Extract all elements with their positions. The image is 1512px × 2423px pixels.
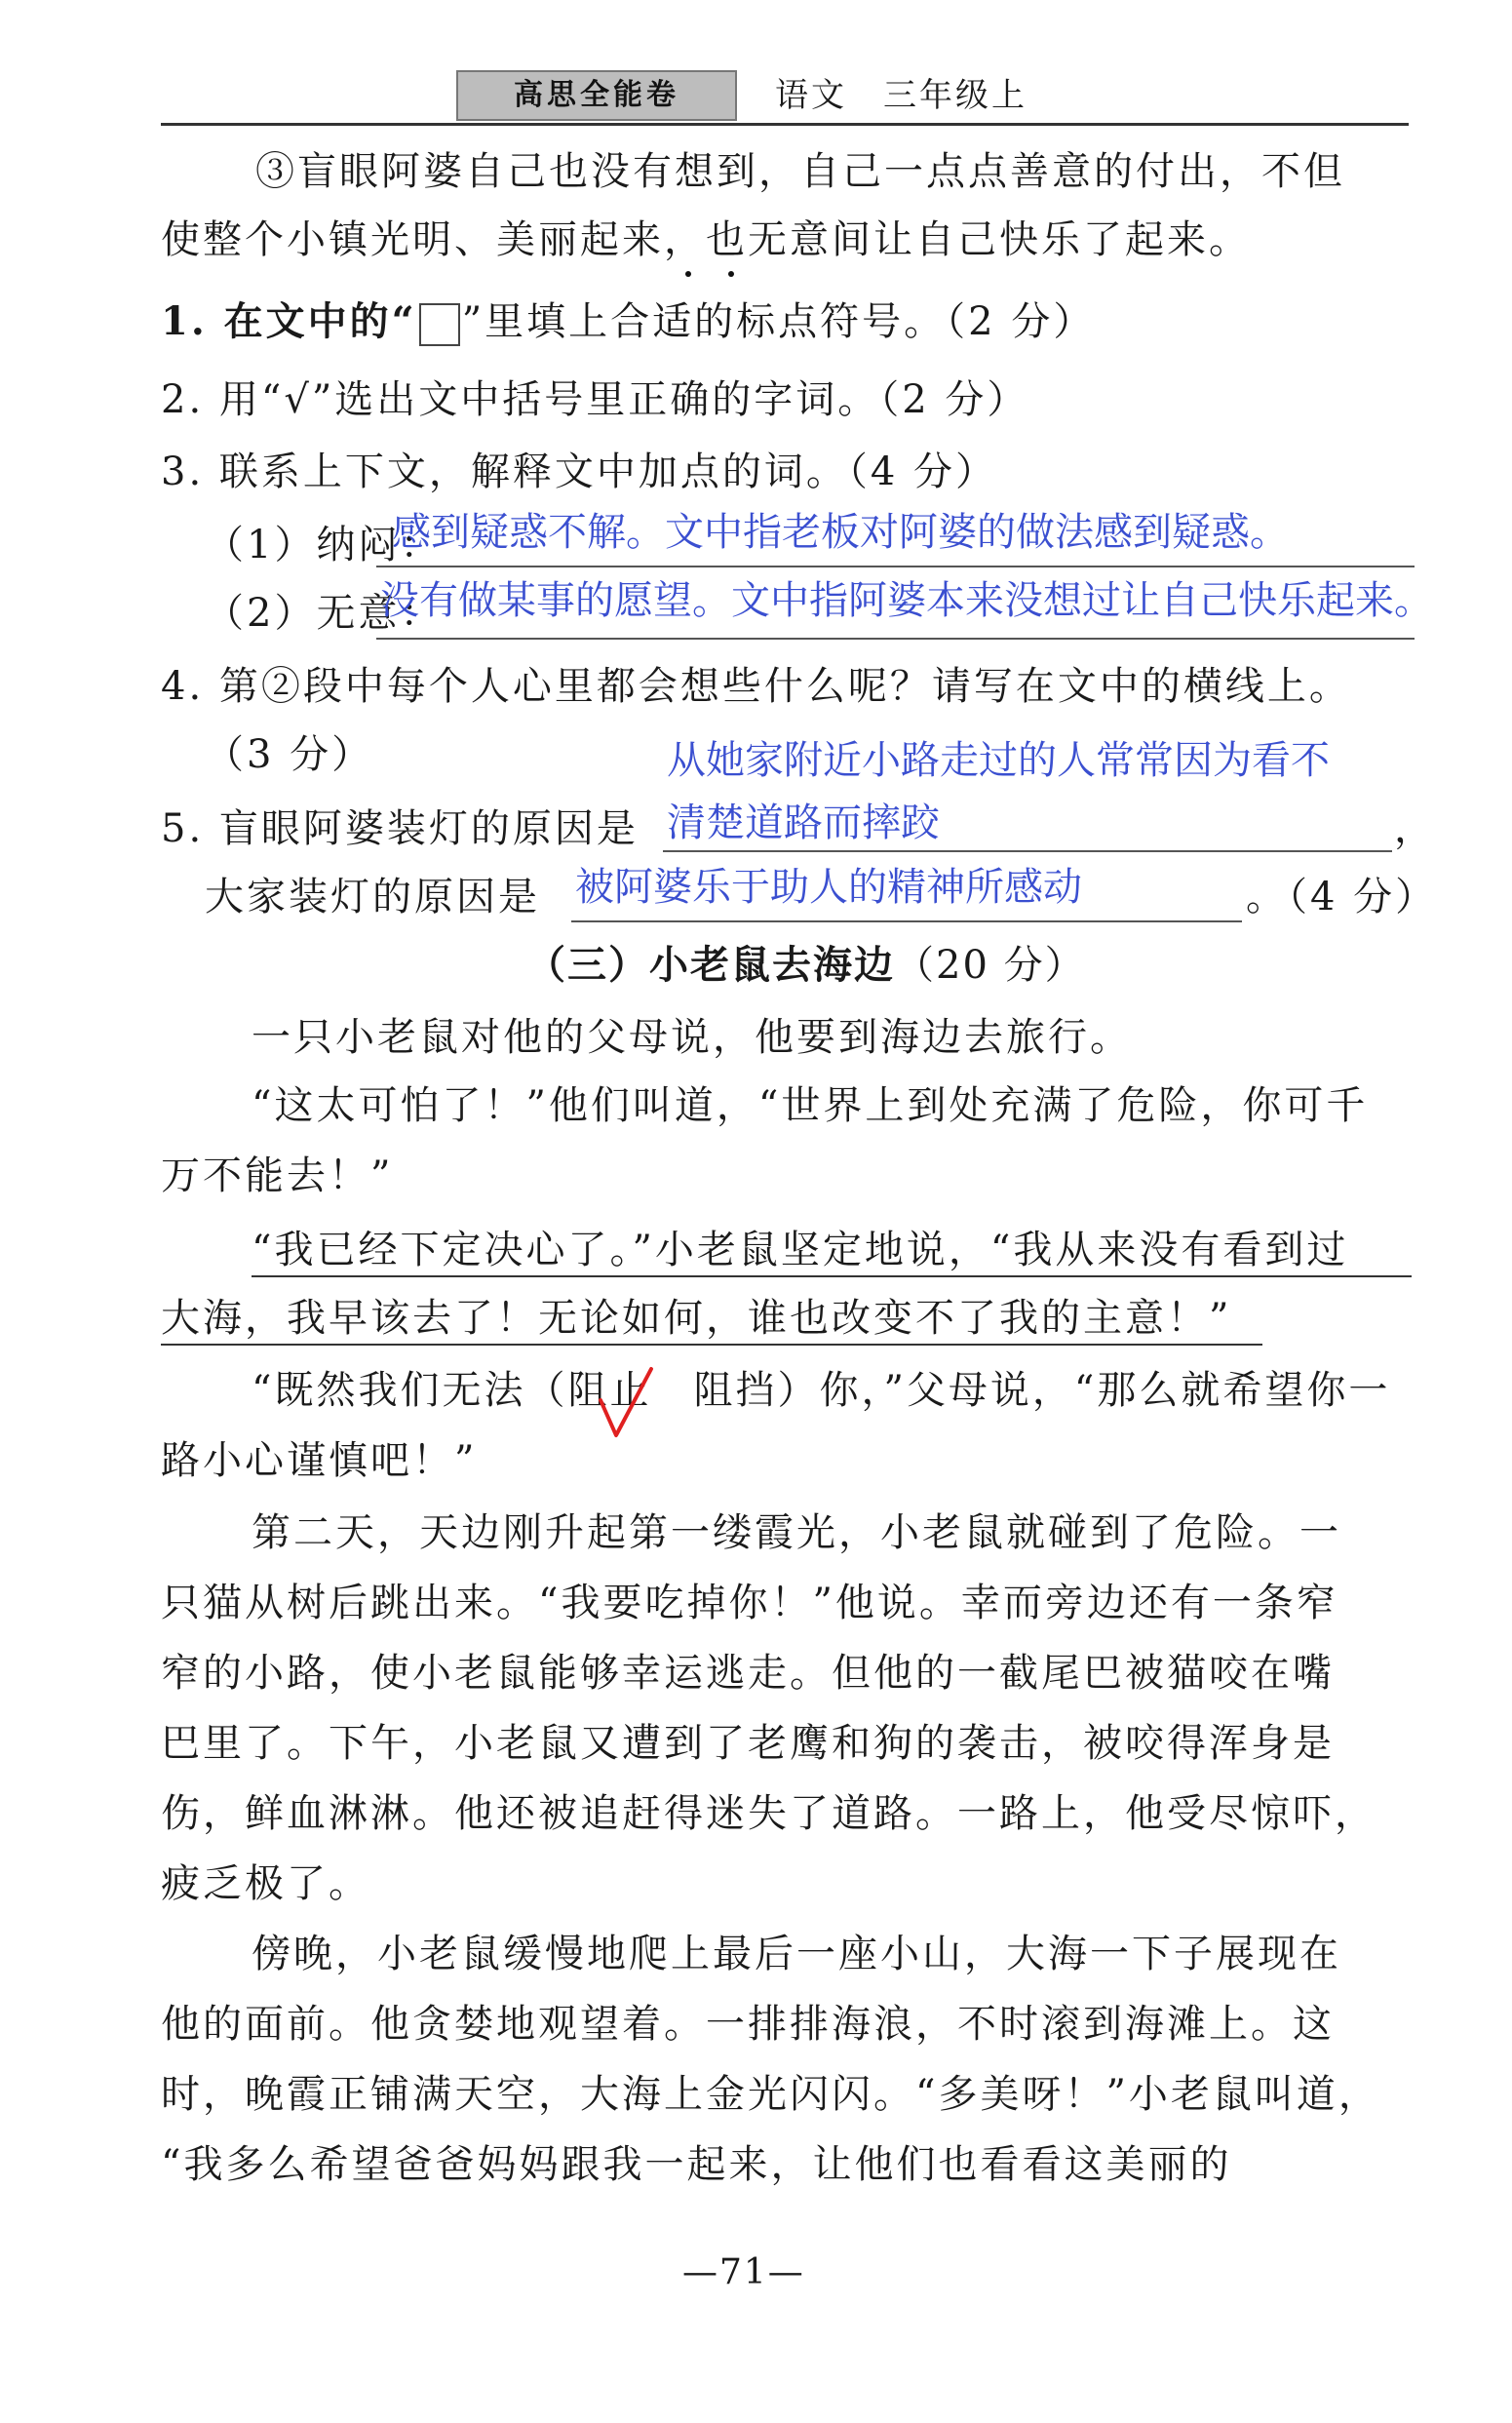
story-line: 第二天，天边刚升起第一缕霞光，小老鼠就碰到了危险。一 — [252, 1510, 1341, 1555]
story-line: 时，晚霞正铺满天空，大海上金光闪闪。“多美呀！”小老鼠叫道， — [161, 2072, 1380, 2117]
story-line: 疲乏极了。 — [161, 1861, 370, 1906]
passage-line: ③盲眼阿婆自己也没有想到，自己一点点善意的付出，不但 — [255, 149, 1345, 194]
story-line: 伤，鲜血淋淋。他还被追赶得迷失了道路。一路上，他受尽惊吓， — [161, 1791, 1376, 1836]
underline-mark — [252, 1275, 1412, 1277]
check-mark-icon — [597, 1365, 655, 1443]
question-5-part1: 5. 盲眼阿婆装灯的原因是 — [161, 806, 639, 851]
header-divider — [161, 123, 1409, 126]
page-number: —71— — [682, 2252, 805, 2292]
punctuation-box[interactable] — [419, 303, 460, 346]
section-3-title — [526, 942, 1086, 989]
question-2: 2. 用“√”选出文中括号里正确的字词。（2 分） — [161, 377, 1029, 422]
subject-grade-label: 语文 三年级上 — [775, 76, 1027, 115]
question-3-1-label: （1）纳闷： — [205, 523, 443, 567]
story-line: “我已经下定决心了。”小老鼠坚定地说，“我从来没有看到过 — [252, 1228, 1349, 1272]
story-line: “这太可怕了！”他们叫道，“世界上到处充满了危险，你可千 — [252, 1083, 1369, 1128]
story-line: 大海，我早该去了！无论如何，谁也改变不了我的主意！” — [161, 1296, 1232, 1341]
question-1 — [161, 298, 1095, 346]
question-5-part2: 大家装灯的原因是 — [205, 875, 540, 919]
emphasis-dot — [728, 271, 734, 277]
story-line: 窄的小路，使小老鼠能够幸运逃走。但他的一截尾巴被猫咬在嘴 — [161, 1651, 1335, 1696]
answer-line-5-2[interactable] — [571, 920, 1242, 922]
answer-line-3-2[interactable] — [376, 638, 1415, 640]
story-line: “既然我们无法（阻止 阻挡）你，”父母说，“那么就希望你一 — [252, 1368, 1391, 1413]
story-line: 巴里了。下午，小老鼠又遭到了老鹰和狗的袭击，被咬得浑身是 — [161, 1721, 1335, 1766]
story-line: 万不能去！” — [161, 1153, 394, 1198]
question-5-comma: ， — [1394, 806, 1436, 851]
question-3-2-label: （2）无意： — [205, 591, 443, 636]
story-line: “我多么希望爸爸妈妈跟我一起来，让他们也看看这美丽的 — [161, 2142, 1232, 2187]
story-line: 傍晚，小老鼠缓慢地爬上最后一座小山，大海一下子展现在 — [252, 1932, 1341, 1976]
book-series-tag: 高思全能卷 — [456, 70, 737, 121]
passage-line: 使整个小镇光明、美丽起来，也无意间让自己快乐了起来。 — [161, 217, 1251, 262]
handwritten-answer-5-1: 清楚道路而摔跤 — [667, 801, 940, 845]
handwritten-answer-5-1-top: 从她家附近小路走过的人常常因为看不 — [667, 738, 1330, 783]
story-line: 路小心谨慎吧！” — [161, 1438, 478, 1483]
story-line: 一只小老鼠对他的父母说，他要到海边去旅行。 — [252, 1015, 1132, 1060]
handwritten-answer-3-2: 没有做某事的愿望。文中指阿婆本来没想过让自己快乐起来。 — [380, 578, 1433, 623]
story-line: 他的面前。他贪婪地观望着。一排排海浪，不时滚到海滩上。这 — [161, 2002, 1335, 2047]
handwritten-answer-5-2: 被阿婆乐于助人的精神所感动 — [575, 865, 1082, 910]
answer-line-3-1[interactable] — [376, 566, 1415, 567]
question-3: 3. 联系上下文，解释文中加点的词。（4 分） — [161, 449, 998, 494]
question-5-score: 。（4 分） — [1246, 875, 1438, 919]
question-4: 4. 第②段中每个人心里都会想些什么呢？请写在文中的横线上。 — [161, 664, 1351, 709]
question-4-score: （3 分） — [205, 732, 374, 777]
emphasis-dot — [685, 271, 691, 277]
underline-mark — [161, 1344, 1262, 1346]
answer-line-5-1[interactable] — [663, 850, 1392, 852]
question-1-prefix: 1. 在文中的“ — [161, 298, 417, 344]
handwritten-answer-3-1: 感到疑惑不解。文中指老板对阿婆的做法感到疑惑。 — [392, 510, 1289, 555]
section-3-title-text: （三）小老鼠去海边 — [526, 943, 895, 988]
question-1-suffix: ”里填上合适的标点符号。（2 分） — [461, 299, 1096, 344]
story-line: 只猫从树后跳出来。“我要吃掉你！”他说。幸而旁边还有一条窄 — [161, 1581, 1338, 1625]
section-3-score: （20 分） — [895, 943, 1086, 988]
